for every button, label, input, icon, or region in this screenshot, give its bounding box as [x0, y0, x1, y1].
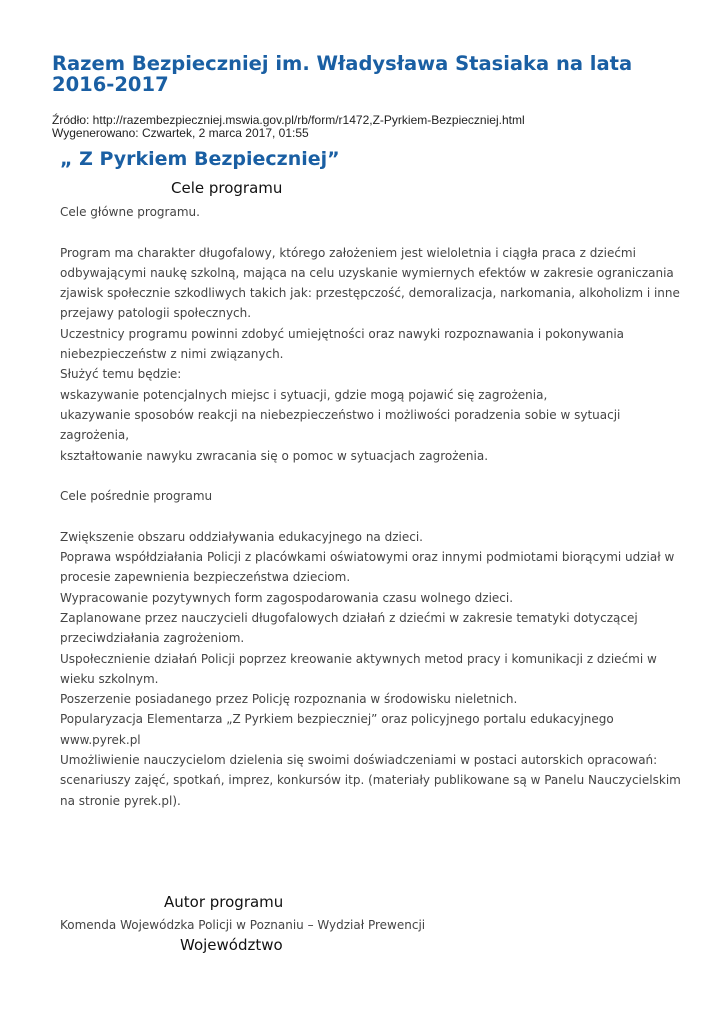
cele-line-26: Popularyzacja Elementarza „Z Pyrkiem bezpieczniej” oraz policyjnego portalu edukacyjnego — [60, 712, 614, 727]
cele-line-15: Cele pośrednie programu — [60, 489, 213, 504]
page-title: Razem Bezpieczniej im. Władysława Stasiaka na lata 2016-2017 — [52, 52, 633, 96]
cele-body — [60, 202, 681, 811]
cele-line-18: Poprawa współdziałania Policji z placówkami oświatowymi oraz innymi podmiotami biorącymi udział w — [60, 550, 675, 565]
cele-line-7: Uczestnicy programu powinni zdobyć umiejętności oraz nawyki rozpoznawania i pokonywania — [60, 326, 625, 341]
cele-line-25: Poszerzenie posiadanego przez Policję rozpoznania w środowisku nieletnich. — [60, 692, 518, 707]
section-heading-autor: Autor programu — [164, 893, 284, 911]
cele-line-29: scenariuszy zajęć, spotkań, imprez, konkursów itp. (materiały publikowane są w Panelu Nauczycielskim — [60, 773, 681, 788]
cele-line-24: wieku szkolnym. — [60, 671, 159, 686]
cele-line-20: Wypracowanie pozytywnych form zagospodarowania czasu wolnego dzieci. — [60, 590, 514, 605]
cele-line-5: zjawisk społecznie szkodliwych takich jak: przestępczość, demoralizacja, narkomania, alkoholizm i inne — [60, 286, 680, 301]
cele-line-6: przejawy patologii społecznych. — [60, 306, 252, 321]
author-text: Komenda Wojewódzka Policji w Poznaniu – Wydział Prewencji — [60, 918, 426, 932]
cele-line-11: ukazywanie sposobów reakcji na niebezpieczeństwo i możliwości poradzenia sobie w sytuacji — [60, 407, 621, 422]
section-heading-cele: Cele programu — [171, 179, 283, 197]
program-name: „ Z Pyrkiem Bezpieczniej” — [60, 148, 340, 170]
cele-line-23: Uspołecznienie działań Policji poprzez kreowanie aktywnych metod pracy i komunikacji z dziećmi w — [60, 651, 657, 666]
cele-line-14 — [60, 466, 670, 486]
cele-line-30: na stronie pyrek.pl). — [60, 793, 181, 808]
cele-line-21: Zaplanowane przez nauczycieli długofalowych działań z dziećmi w zakresie tematyki dotyczącej — [60, 610, 638, 625]
cele-line-8: niebezpieczeństw z nimi związanych. — [60, 347, 284, 362]
cele-line-9: Służyć temu będzie: — [60, 367, 182, 382]
cele-line-1: Cele główne programu. — [60, 205, 200, 219]
section-heading-wojewodztwo: Województwo — [180, 936, 283, 954]
cele-line-3: Program ma charakter długofalowy, którego założeniem jest wieloletnia i ciągła praca z dziećmi — [60, 245, 636, 260]
cele-line-17: Zwiększenie obszaru oddziaływania edukacyjnego na dzieci. — [60, 529, 423, 544]
cele-line-4: odbywającymi naukę szkolną, mająca na celu uzyskanie wymiernych efektów w zakresie ograniczania — [60, 265, 674, 280]
generated-date: Wygenerowano: Czwartek, 2 marca 2017, 01:55 — [52, 126, 309, 140]
cele-line-13: kształtowanie nawyku zwracania się o pomoc w sytuacjach zagrożenia. — [60, 448, 489, 463]
source-url: Źródło: http://razembezpieczniej.mswia.gov.pl/rb/form/r1472,Z-Pyrkiem-Bezpieczniej.html — [52, 113, 525, 127]
cele-line-28: Umożliwienie nauczycielom dzielenia się swoimi doświadczeniami w postaci autorskich opracowań: — [60, 753, 658, 768]
cele-line-12: zagrożenia, — [60, 428, 130, 443]
cele-line-22: przeciwdziałania zagrożeniom. — [60, 631, 245, 646]
cele-line-16 — [60, 506, 670, 526]
cele-line-19: procesie zapewnienia bezpieczeństwa dzieciom. — [60, 570, 351, 585]
cele-line-27: www.pyrek.pl — [60, 732, 141, 747]
cele-line-2 — [60, 222, 670, 242]
cele-line-10: wskazywanie potencjalnych miejsc i sytuacji, gdzie mogą pojawić się zagrożenia, — [60, 387, 548, 402]
